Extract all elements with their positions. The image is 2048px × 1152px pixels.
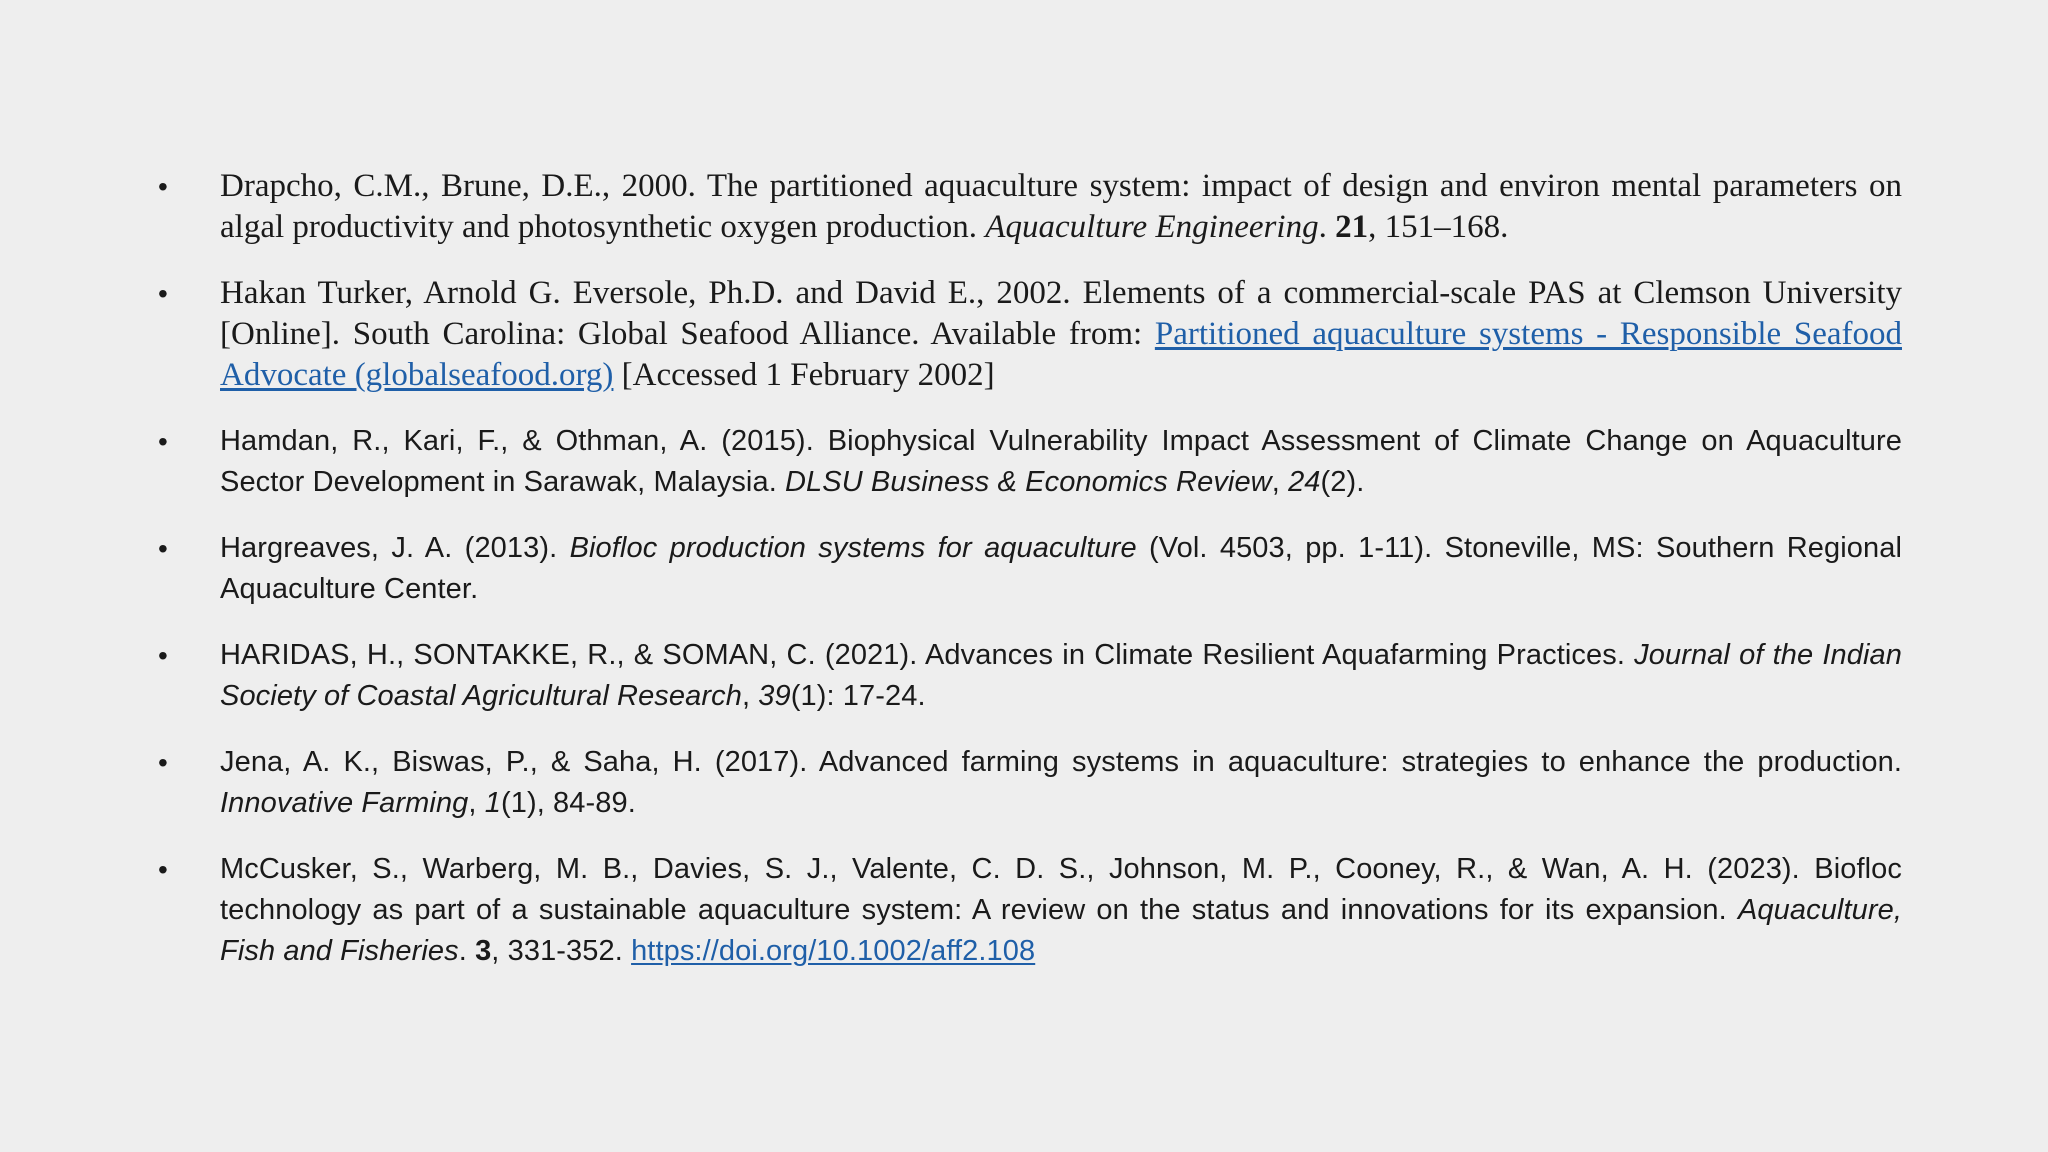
issue-number: (1): 17-24.	[790, 680, 926, 712]
issue-number: (1), 84-89.	[500, 787, 636, 819]
reference-authors-text: Hakan Turker, Arnold G. Eversole, Ph.D. and David E., 2002. Elements of a commercial-scale PAS at Clemson University [Online]. South Carolina: Global Seafood Alliance. Available from:	[220, 275, 1902, 352]
reference-authors-text: McCusker, S., Warberg, M. B., Davies, S. J., Valente, C. D. S., Johnson, M. P., Cooney, R., & Wan, A. H. (2023). Biofloc technology as part of a sustainable aquaculture system: A review on the status and innovations for its expansion.	[220, 853, 1902, 926]
page-range: , 331-352.	[491, 935, 632, 967]
journal-title: Aquaculture Engineering	[985, 209, 1319, 245]
bullet-icon: •	[158, 640, 168, 671]
journal-title: DLSU Business & Economics Review	[785, 466, 1272, 498]
reference-authors-text: Hargreaves, J. A. (2013).	[220, 532, 570, 564]
reference-item-haridas	[158, 635, 1902, 717]
volume-number: 24	[1288, 466, 1321, 498]
publication-details: (Vol. 4503, pp. 1-11). Stoneville, MS: Southern Regional Aquaculture Center.	[220, 532, 1902, 605]
volume-number: 21	[1335, 209, 1369, 245]
reference-authors-text: Hamdan, R., Kari, F., & Othman, A. (2015). Biophysical Vulnerability Impact Assessment of Climate Change on Aquaculture Sector Development in Sarawak, Malaysia.	[220, 425, 1902, 498]
separator: .	[458, 935, 476, 967]
bullet-icon: •	[158, 171, 168, 202]
reference-authors-text: Jena, A. K., Biswas, P., & Saha, H. (2017). Advanced farming systems in aquaculture: strategies to enhance the production.	[220, 746, 1902, 778]
book-title: Biofloc production systems for aquaculture	[569, 532, 1137, 564]
volume-number: 39	[758, 680, 791, 712]
journal-title: Aquaculture, Fish and Fisheries	[220, 894, 1902, 967]
volume-number: 3	[475, 935, 492, 967]
journal-title: Journal of the Indian Society of Coastal Agricultural Research	[220, 639, 1902, 712]
bullet-icon: •	[158, 854, 168, 885]
separator: ,	[741, 680, 759, 712]
globalseafood-link[interactable]: Partitioned aquaculture systems - Responsible Seafood Advocate (globalseafood.org)	[220, 316, 1902, 393]
separator: ,	[1271, 466, 1289, 498]
bullet-icon: •	[158, 426, 168, 457]
reference-item-jena	[158, 742, 1902, 824]
journal-title: Innovative Farming	[220, 787, 469, 819]
volume-number: 1	[484, 787, 501, 819]
reference-item-drapcho	[158, 166, 1902, 248]
accessed-date: [Accessed 1 February 2002]	[613, 357, 995, 393]
bullet-icon: •	[158, 747, 168, 778]
separator: ,	[468, 787, 485, 819]
reference-authors-text: Drapcho, C.M., Brune, D.E., 2000. The partitioned aquaculture system: impact of design and environ mental parameters on algal productivity and photosynthetic oxygen production.	[220, 168, 1902, 245]
bullet-icon: •	[158, 278, 168, 309]
bullet-icon: •	[158, 533, 168, 564]
reference-item-turker	[158, 273, 1902, 396]
reference-item-mccusker	[158, 849, 1902, 972]
reference-authors-text: HARIDAS, H., SONTAKKE, R., & SOMAN, C. (2021). Advances in Climate Resilient Aquafarming Practices.	[220, 639, 1635, 671]
reference-list	[0, 166, 2048, 997]
reference-item-hamdan	[158, 421, 1902, 503]
reference-item-hargreaves	[158, 528, 1902, 610]
issue-number: (2).	[1320, 466, 1365, 498]
separator: .	[1318, 209, 1336, 245]
doi-link[interactable]: https://doi.org/10.1002/aff2.108	[631, 935, 1036, 967]
page-range: , 151–168.	[1368, 209, 1509, 245]
